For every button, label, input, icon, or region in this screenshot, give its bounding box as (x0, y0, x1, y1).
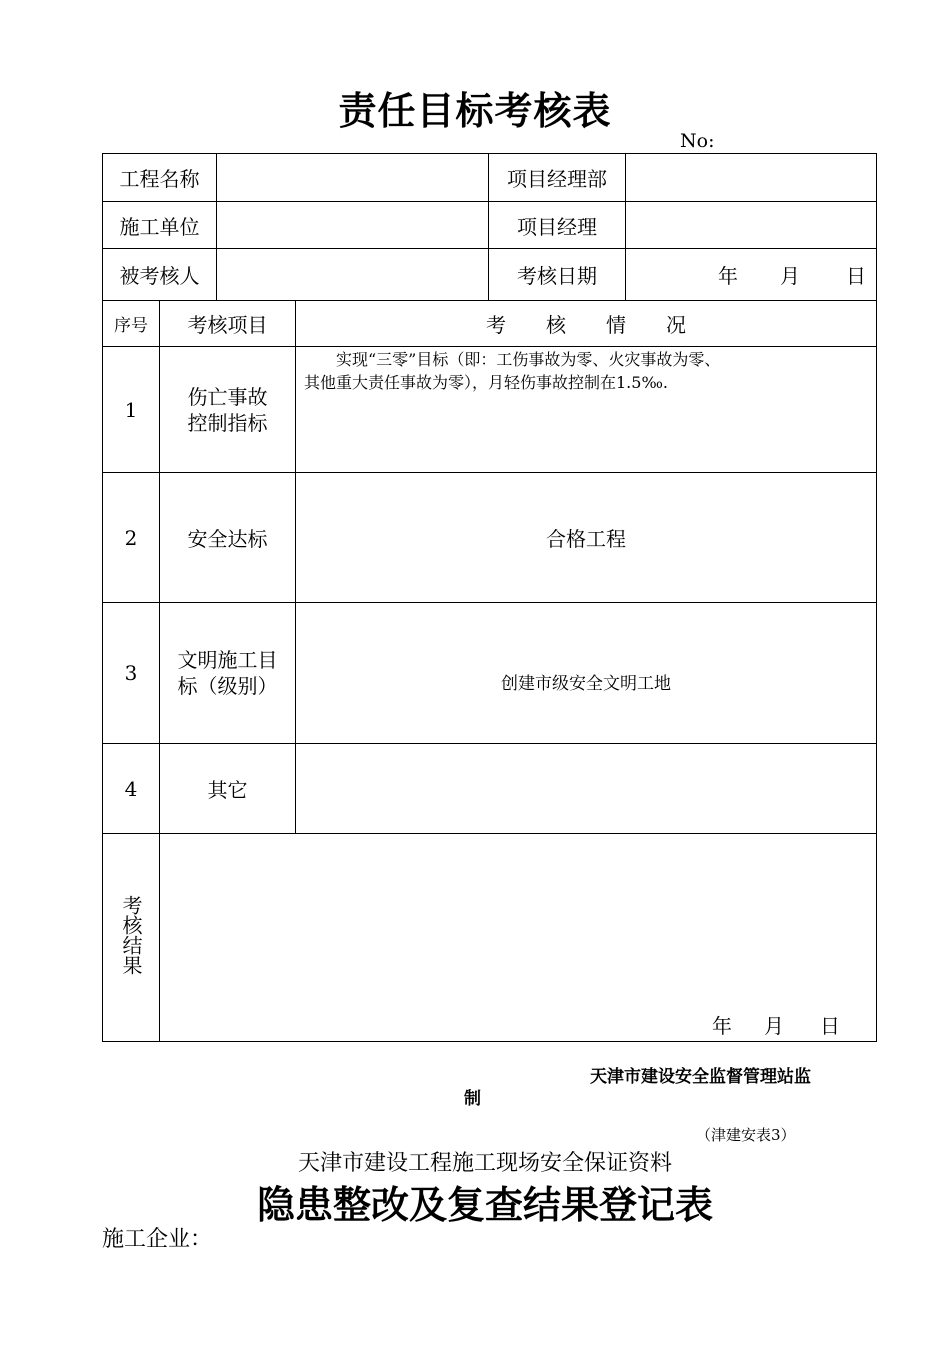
header-row-project (103, 154, 877, 202)
col-seq: 序号 (103, 301, 160, 347)
date-year: 年 (718, 264, 738, 288)
company-label: 施工企业： (102, 1227, 213, 1252)
table-row (103, 603, 877, 744)
result-day: 日 (820, 1014, 840, 1038)
row-seq: 3 (103, 603, 160, 744)
form-title: 责任目标考核表 (338, 89, 612, 133)
assess-date-label: 考核日期 (489, 249, 626, 301)
col-item: 考核项目 (160, 301, 296, 347)
form-code: （津建安表3） (696, 1126, 796, 1144)
assessee-label: 被考核人 (103, 249, 217, 301)
table-row (103, 744, 877, 834)
row-seq: 1 (103, 347, 160, 473)
assessment-table (102, 153, 877, 1042)
row-seq: 2 (103, 473, 160, 603)
row-detail[interactable]: 合格工程 (296, 473, 877, 603)
result-label: 考核结果 (119, 895, 143, 975)
row-item: 安全达标 (160, 473, 296, 603)
result-label-cell (103, 834, 160, 1042)
next-form-title: 隐患整改及复查结果登记表 (256, 1183, 713, 1227)
row-detail[interactable] (296, 347, 877, 473)
result-row (103, 834, 877, 1042)
col-situation: 考 核 情 况 (296, 301, 877, 347)
header-row-assessee (103, 249, 877, 301)
date-month: 月 (780, 264, 800, 288)
construction-unit-value[interactable] (217, 202, 489, 249)
table-row (103, 473, 877, 603)
table-row (103, 347, 877, 473)
row-item: 其它 (160, 744, 296, 834)
issuer-line1: 天津市建设安全监督管理站监 (590, 1067, 811, 1087)
number-label: No: (680, 130, 715, 152)
assess-date-value[interactable] (626, 249, 877, 301)
row-detail[interactable]: 创建市级安全文明工地 (296, 603, 877, 744)
project-manager-label: 项目经理 (489, 202, 626, 249)
row-detail-line1: 实现“三零”目标（即：工伤事故为零、火灾事故为零、 (336, 350, 721, 369)
next-form-subtitle: 天津市建设工程施工现场安全保证资料 (297, 1151, 672, 1176)
result-date (712, 1010, 840, 1039)
row-seq: 4 (103, 744, 160, 834)
project-dept-label: 项目经理部 (489, 154, 626, 202)
row-detail[interactable] (296, 744, 877, 834)
project-name-label: 工程名称 (103, 154, 217, 202)
date-day: 日 (846, 264, 866, 288)
row-detail-line2: 其他重大责任事故为零），月轻伤事故控制在1.5‰. (304, 373, 669, 392)
project-manager-value[interactable] (626, 202, 877, 249)
column-header-row (103, 301, 877, 347)
project-dept-value[interactable] (626, 154, 877, 202)
result-content[interactable] (160, 834, 877, 1042)
result-year: 年 (712, 1014, 732, 1038)
construction-unit-label: 施工单位 (103, 202, 217, 249)
result-month: 月 (764, 1014, 784, 1038)
issuer-line2: 制 (464, 1089, 481, 1109)
row-item: 伤亡事故控制指标 (160, 347, 296, 473)
header-row-unit (103, 202, 877, 249)
row-item: 文明施工目标（级别） (160, 603, 296, 744)
project-name-value[interactable] (217, 154, 489, 202)
assessee-value[interactable] (217, 249, 489, 301)
